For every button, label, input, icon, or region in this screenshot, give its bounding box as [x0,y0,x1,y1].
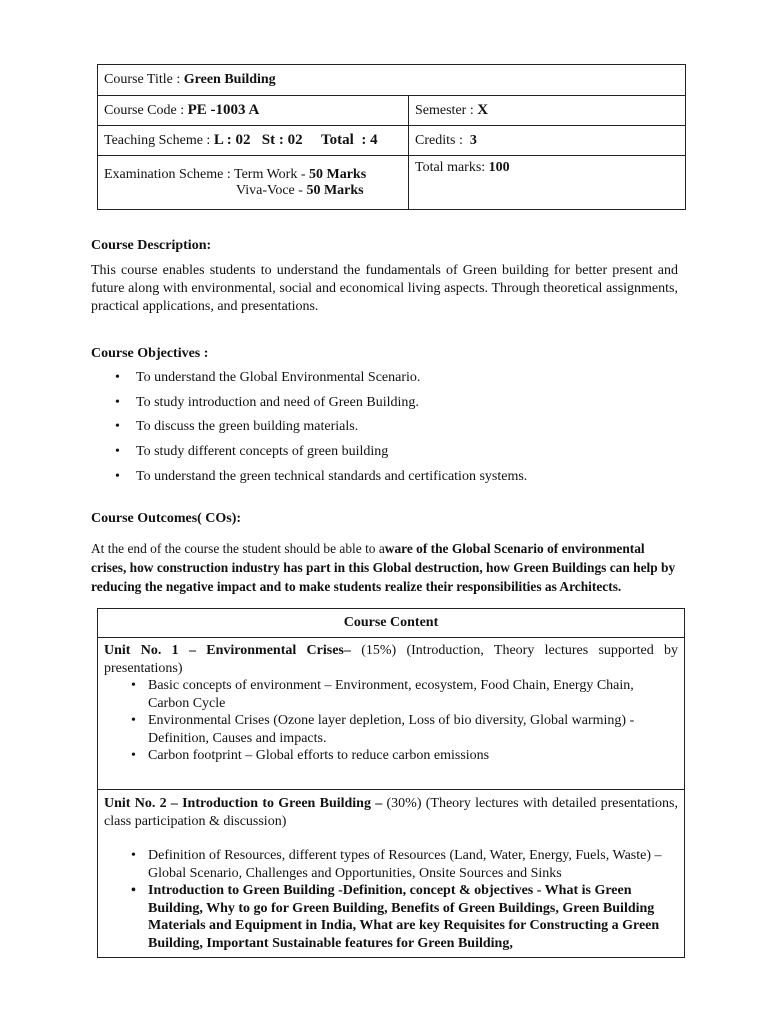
course-code: PE -1003 A [187,102,260,118]
unit-1-desc: (15%) (Introduction, Theory lectures supported by presentations) [104,643,678,676]
unit-1-header [104,642,678,677]
outcomes-bold: ware of the Global Scenario of environmental crises, how construction industry has part in this Global destruction, how Green Buildings can help by reducing the negative impact and to make students realize their responsibilities as Architects. [91,541,676,594]
credits-cell [409,126,686,156]
total-marks: 100 [488,160,510,175]
list-item: • To understand the Global Environmental Scenario. [91,368,691,393]
course-outcomes-heading: Course Outcomes( COs): [91,511,242,526]
outcomes-lead: At the end of the course the student should be able to a [91,541,385,556]
teaching-scheme: L : 02 St : 02 Total : 4 [213,132,378,148]
course-objectives-heading: Course Objectives : [91,346,209,361]
course-outcomes-text [91,539,678,596]
objectives-list [91,368,691,491]
unit-2-header [104,795,678,830]
teaching-scheme-cell [98,126,409,156]
unit-1-cell [98,638,685,790]
semester-cell [409,96,686,126]
course-content-heading: Course Content [98,609,685,638]
list-item: • Definition of Resources, different types of Resources (Land, Water, Energy, Fuels, Waste) – Global Scenario, Challenges and Opportunities, Onsite Sources and Sinks [104,847,678,882]
unit-2-title: Unit No. 2 – Introduction to Green Building – [104,796,383,811]
term-work-marks: 50 Marks [309,166,367,182]
unit-2-list [104,847,678,952]
total-marks-label: Total marks: [415,160,489,175]
course-content-table [97,608,685,958]
course-code-cell [98,96,409,126]
list-item: • Carbon footprint – Global efforts to reduce carbon emissions [104,747,678,765]
teaching-scheme-label: Teaching Scheme : [104,133,214,148]
unit-2-desc: (30%) (Theory lectures with detailed presentations, class participation & discussion) [104,796,678,829]
unit-2-cell [98,790,685,958]
credits: 3 [469,132,477,148]
semester-label: Semester : [415,103,478,118]
list-item: • To study introduction and need of Green Building. [91,393,691,418]
list-item: • To understand the green technical standards and certification systems. [91,467,691,492]
course-title: Green Building [183,72,276,87]
list-item: • Basic concepts of environment – Environment, ecosystem, Food Chain, Energy Chain, Carbon Cycle [104,677,678,712]
list-item: • Environmental Crises (Ozone layer depletion, Loss of bio diversity, Global warming) - Definition, Causes and impacts. [104,712,678,747]
course-description-text: This course enables students to understand the fundamentals of Green building for better present and future along with environmental, social and economical living aspects. Through theoretical assignments, practical applications, and presentations. [91,263,678,314]
unit-1-title: Unit No. 1 – Environmental Crises– [104,643,351,658]
unit-1-list [104,677,678,765]
list-item: • Introduction to Green Building -Definition, concept & objectives - What is Green Building, Why to go for Green Building, Benefits of Green Buildings, Green Building Materials and Equipment in India, What are key Requisites for Constructing a Green Building, Important Sustainable features for Green Building, [104,882,678,952]
list-item: • To discuss the green building materials. [91,417,691,442]
course-code-label: Course Code : [104,103,188,118]
course-title-label: Course Title : [104,72,184,87]
exam-scheme-label: Examination Scheme : Term Work - [104,166,309,182]
exam-scheme-cell [98,156,409,210]
course-title-cell [98,65,686,96]
course-description-heading: Course Description: [91,238,212,253]
course-info-table [97,64,686,210]
list-item: • To study different concepts of green building [91,442,691,467]
viva-marks: 50 Marks [306,182,364,198]
credits-label: Credits : [415,132,470,148]
total-marks-cell [409,156,686,210]
semester: X [477,102,489,118]
viva-label: Viva-Voce - [236,182,307,198]
